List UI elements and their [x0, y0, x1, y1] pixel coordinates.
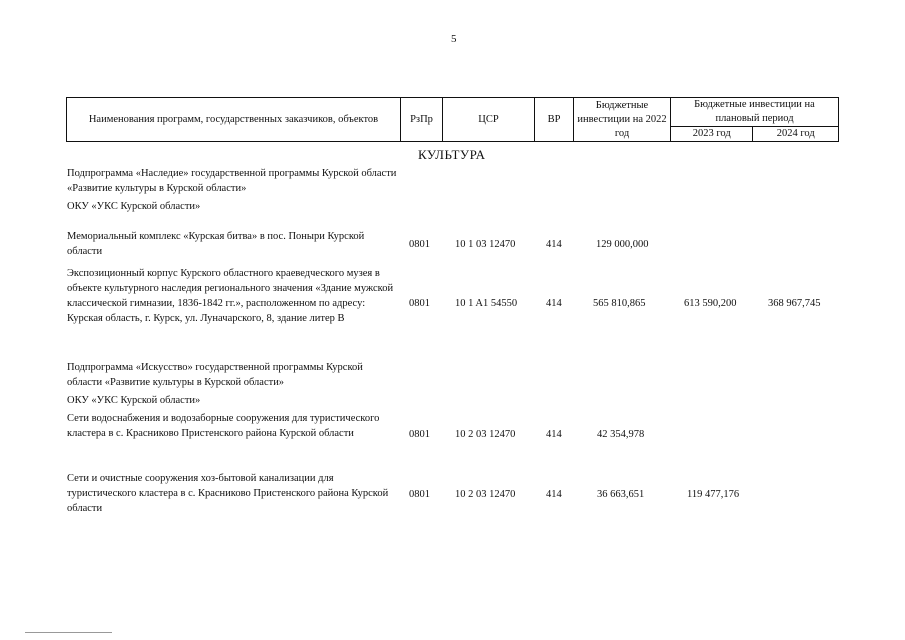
object-investment-2024: 368 967,745	[768, 298, 821, 309]
section-title: КУЛЬТУРА	[418, 147, 486, 162]
object-rzpr: 0801	[409, 239, 430, 250]
customer-label: ОКУ «УКС Курской области»	[67, 201, 201, 212]
object-vr: 414	[546, 489, 562, 500]
object-investment-2022: 42 354,978	[597, 429, 645, 440]
header-csr: ЦСР	[443, 98, 535, 142]
object-rzpr: 0801	[409, 489, 430, 500]
footer-rule	[25, 632, 112, 633]
object-investment-2022: 129 000,000	[596, 239, 649, 250]
object-rzpr: 0801	[409, 429, 430, 440]
object-csr: 10 2 03 12470	[455, 489, 516, 500]
subprogram-title: Подпрограмма «Искусство» государственной программы Курской области «Развитие культуры в Курской области»	[67, 362, 363, 388]
object-name: Мемориальный комплекс «Курская битва» в пос. Поныри Курской области	[67, 231, 365, 257]
object-name: Сети и очистные сооружения хоз-бытовой канализации для туристического кластера в с. Красниково Пристенского района Курской области	[67, 473, 389, 514]
header-rzpr: РзПр	[401, 98, 443, 142]
header-investment-2022: Бюджетные инвестиции на 2022 год	[574, 98, 671, 142]
object-vr: 414	[546, 298, 562, 309]
customer-label: ОКУ «УКС Курской области»	[67, 395, 201, 406]
object-name: Экспозиционный корпус Курского областного краеведческого музея в объекте культурного наследия регионального значения «Здание мужской классической гимназии, 1836-1842 гг.», расположенном по адресу: Курская область, г. Курск, ул. Луначарского, 8, здание литер В	[67, 268, 394, 324]
subprogram-title: Подпрограмма «Наследие» государственной программы Курской области «Развитие культуры в Курской области»	[67, 168, 397, 194]
object-csr: 10 2 03 12470	[455, 429, 516, 440]
object-investment-2022: 565 810,865	[593, 298, 646, 309]
object-investment-2023: 119 477,176	[687, 489, 740, 500]
object-vr: 414	[546, 239, 562, 250]
object-investment-2023: 613 590,200	[684, 298, 737, 309]
header-planned-period: Бюджетные инвестиции на плановый период	[671, 98, 839, 127]
object-investment-2022: 36 663,651	[597, 489, 645, 500]
page-number: 5	[451, 33, 457, 45]
object-rzpr: 0801	[409, 298, 430, 309]
table-header	[66, 97, 839, 142]
header-year-2024: 2024 год	[753, 127, 839, 142]
object-vr: 414	[546, 429, 562, 440]
object-csr: 10 1 A1 54550	[455, 298, 518, 309]
header-year-2023: 2023 год	[671, 127, 753, 142]
object-csr: 10 1 03 12470	[455, 239, 516, 250]
object-name: Сети водоснабжения и водозаборные сооружения для туристического кластера в с. Красниково Пристенского района Курской области	[67, 413, 380, 439]
header-vr: ВР	[535, 98, 574, 142]
header-name: Наименования программ, государственных заказчиков, объектов	[67, 98, 401, 142]
